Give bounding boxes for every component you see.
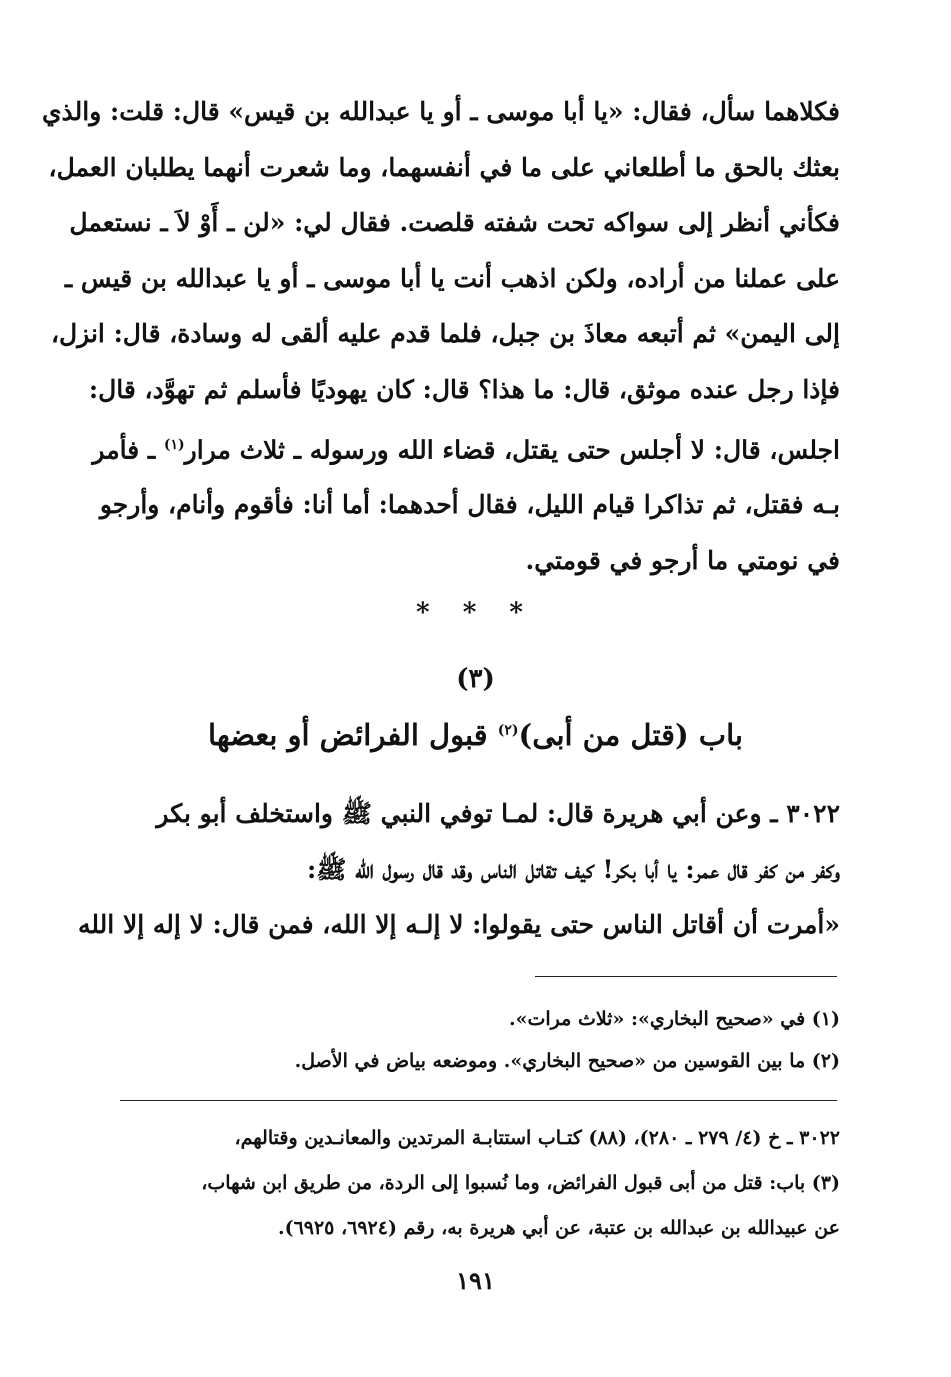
page-number: ١٩١: [456, 1266, 495, 1295]
footnote-marker: (١): [163, 436, 185, 453]
text-line: إلى اليمن» ثم أتبعه معاذَ بن جبل، فلما قدم عليه ألقى له وسادة، قال: انزل،: [50, 319, 840, 349]
text-segment: ـ فأمر: [92, 434, 164, 464]
reference-divider: [120, 1100, 837, 1101]
chapter-title-start: باب (قتل من أبى): [518, 718, 743, 752]
text-line: وكفر من كفر قال عمر: يا أبا بكر! كيف تقاتل الناس وقد قال رسول الله ﷺ:: [307, 854, 840, 884]
text-segment: اجلس، قال: لا أجلس حتى يقتل، قضاء الله ورسوله ـ ثلاث مرار: [184, 434, 840, 464]
text-line: على عملنا من أراده، ولكن اذهب أنت يا أبا موسى ـ أو يا عبدالله بن قيس ـ: [64, 263, 840, 293]
footnote-marker: (٢): [497, 722, 519, 739]
text-line: فكأني أنظر إلى سواكه تحت شفته قلصت. فقال لي: «لن ـ أَوْ لاَ ـ نستعمل: [69, 208, 840, 238]
text-line: بعثك بالحق ما أطلعاني على ما في أنفسهما، وما شعرت أنهما يطلبان العمل،: [48, 152, 840, 182]
footnote: (٢) ما بين القوسين من «صحيح البخاري». وموضعه بياض في الأصل.: [294, 1050, 840, 1072]
text-line: ٣٠٢٢ ـ وعن أبي هريرة قال: لمـا توفي النبي ﷺ واستخلف أبو بكر: [156, 799, 840, 828]
text-line: فكلاهما سأل، فقال: «يا أبا موسى ـ أو يا عبدالله بن قيس» قال: قلت: والذي: [41, 97, 840, 126]
text-line-with-footnote: [92, 418, 840, 478]
section-number: (٣): [456, 664, 495, 694]
section-separator: * * *: [416, 598, 535, 628]
text-line: في نومتي ما أرجو في قومتي.: [525, 546, 840, 576]
hadith-paragraph: [78, 786, 840, 953]
reference-line: عن عبيدالله بن عبدالله بن عتبة، عن أبي هريرة به، رقم (٦٩٢٤، ٦٩٢٥).: [277, 1217, 840, 1239]
footnotes: [120, 998, 840, 1082]
reference-line: (٣) باب: قتل من أبى قبول الفرائض، وما نُسبوا إلى الردة، من طريق ابن شهاب،: [201, 1172, 840, 1194]
text-line: فإذا رجل عنده موثق، قال: ما هذا؟ قال: كان يهوديًا فأسلم ثم تهوَّد، قال:: [88, 374, 840, 404]
chapter-title-end: قبول الفرائض أو بعضها: [208, 718, 498, 752]
reference-line: ٣٠٢٢ ـ خ (٤/ ٢٧٩ ـ ٢٨٠)، (٨٨) كتـاب استتابـة المرتدين والمعانـدين وقتالهم،: [234, 1127, 840, 1149]
text-line: «أمرت أن أقاتل الناس حتى يقولوا: لا إلـه إلا الله، فمن قال: لا إله إلا الله: [78, 910, 840, 940]
main-paragraph: [41, 84, 840, 589]
text-line: بـه فقتل، ثم تذاكرا قيام الليل، فقال أحدهما: أما أنا: فأقوم وأنام، وأرجو: [99, 490, 840, 520]
footnote-divider: [535, 976, 837, 977]
footnote: (١) في «صحيح البخاري»: «ثلاث مرات».: [509, 1008, 840, 1030]
chapter-title: [0, 718, 951, 752]
source-references: [120, 1116, 840, 1251]
